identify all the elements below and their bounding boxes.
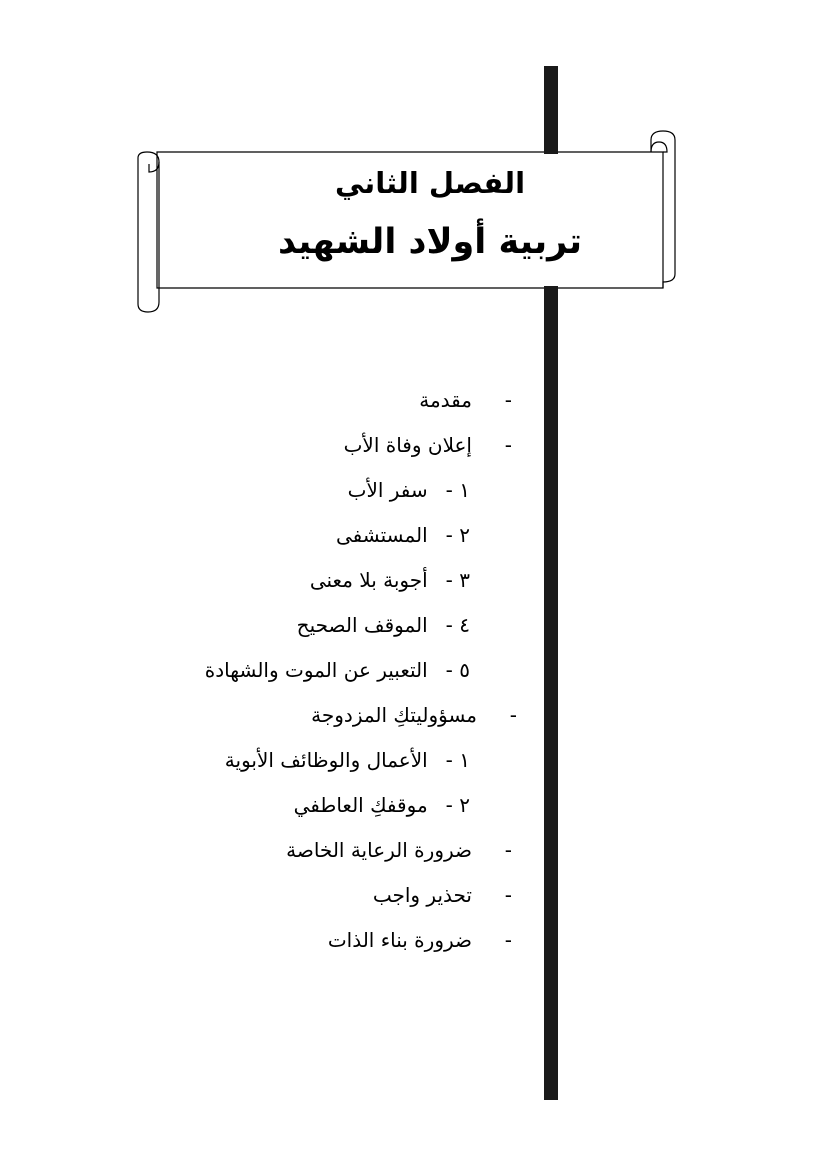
toc-marker: - <box>504 928 512 952</box>
toc-marker: - <box>504 388 512 412</box>
chapter-title: تربية أولاد الشهيد <box>277 222 583 262</box>
toc-marker: - <box>509 703 517 727</box>
chapter-heading: الفصل الثاني <box>334 166 526 200</box>
toc-item <box>373 883 512 907</box>
toc-marker: ٥ - <box>445 658 470 682</box>
toc-marker: ٣ - <box>445 568 470 592</box>
toc-text: سفر الأب <box>347 478 428 502</box>
toc-marker: ٢ - <box>445 523 470 547</box>
toc-marker: ٢ - <box>445 793 470 817</box>
toc-item <box>205 658 470 682</box>
toc-marker: ١ - <box>445 748 470 772</box>
toc-marker: ١ - <box>445 478 470 502</box>
toc-marker: - <box>504 838 512 862</box>
toc-text: تحذير واجب <box>372 883 472 907</box>
toc-item <box>328 928 512 952</box>
toc-text: موقفكِ العاطفي <box>293 793 428 817</box>
toc-item <box>225 748 470 772</box>
toc-marker: ٤ - <box>445 613 470 637</box>
toc-item <box>294 793 470 817</box>
toc-item <box>344 433 512 457</box>
toc-text: ضرورة الرعاية الخاصة <box>286 838 472 862</box>
toc-item <box>310 568 470 592</box>
toc-text: إعلان وفاة الأب <box>343 433 472 457</box>
toc-item <box>297 613 470 637</box>
toc-text: ضرورة بناء الذات <box>327 928 472 952</box>
toc-item <box>419 388 512 412</box>
toc-marker: - <box>504 883 512 907</box>
toc-text: التعبير عن الموت والشهادة <box>204 658 428 682</box>
signpost-pole <box>544 287 558 1100</box>
toc-text: الأعمال والوظائف الأبوية <box>224 748 428 772</box>
toc-text: أجوبة بلا معنى <box>309 568 428 592</box>
toc-item <box>286 838 512 862</box>
toc-text: المستشفى <box>335 523 428 547</box>
toc-item <box>348 478 470 502</box>
toc-item <box>336 523 470 547</box>
toc-text: الموقف الصحيح <box>296 613 428 637</box>
toc-text: مقدمة <box>419 388 472 412</box>
toc-item <box>311 703 517 727</box>
toc-marker: - <box>504 433 512 457</box>
toc-text: مسؤوليتكِ المزدوجة <box>311 703 477 727</box>
